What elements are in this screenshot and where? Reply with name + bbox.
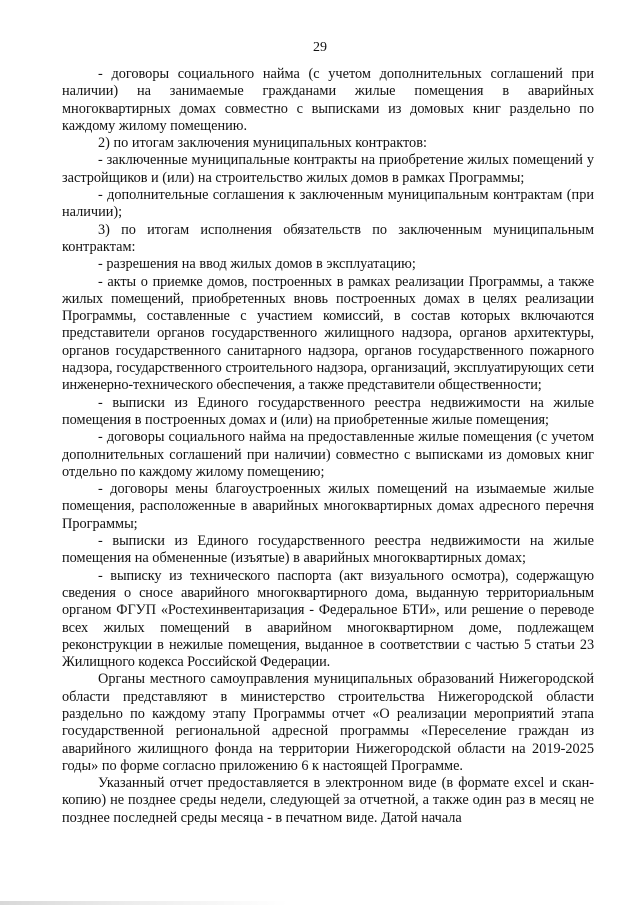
paragraph-concluded-contracts: - заключенные муниципальные контракты на приобретение жилых помещений у застройщиков и (или) на строительство жилых домов в рамках Программы; xyxy=(62,152,594,186)
page-number: 29 xyxy=(313,40,327,55)
paragraph-social-rent-contracts: - договоры социального найма (с учетом дополнительных соглашений при наличии) на занимаемые гражданами жилые помещения в аварийных многоквартирных домах совместно с выписками из домовых книг раздельно по каждому жилому помещению. xyxy=(62,66,594,134)
paragraph-registry-extracts-built: - выписки из Единого государственного реестра недвижимости на жилые помещения в построенных домах и (или) на приобретенные жилые помещения; xyxy=(62,394,594,428)
paragraph-heading-municipal-contracts: 2) по итогам заключения муниципальных контрактов: xyxy=(98,135,427,152)
document-body xyxy=(62,66,594,827)
paragraph-reporting-bodies: Органы местного самоуправления муниципальных образований Нижегородской области представляют в министерство строительства Нижегородской области раздельно по каждому этапу Программы отчет «О реализации мероприятий этапа государственной региональной адресной программы «Переселение граждан из аварийного жилищного фонда на территории Нижегородской области на 2019-2025 годы» по форме согласно приложению 6 к настоящей Программе. xyxy=(62,671,594,774)
paragraph-exchange-contracts: - договоры мены благоустроенных жилых помещений на изымаемые жилые помещения, расположенные в аварийных многоквартирных домах адресного перечня Программы; xyxy=(62,481,594,532)
paragraph-social-rent-provided: - договоры социального найма на предоставленные жилые помещения (с учетом дополнительных соглашений при наличии) совместно с выписками из домовых книг отдельно по каждому жилому помещению; xyxy=(62,429,594,480)
paragraph-commissioning-permits: - разрешения на ввод жилых домов в эксплуатацию; xyxy=(98,256,416,273)
paragraph-registry-extracts-exchanged: - выписки из Единого государственного реестра недвижимости на жилые помещения на обмененные (изъятые) в аварийных многоквартирных домах; xyxy=(62,533,594,567)
paragraph-heading-execution: 3) по итогам исполнения обязательств по заключенным муниципальным контрактам: xyxy=(62,221,594,255)
paragraph-report-format: Указанный отчет предоставляется в электронном виде (в формате excel и скан-копию) не позднее среды недели, следующей за отчетной, а также один раз в месяц не позднее последней среды месяца - в печатном виде. Датой начала xyxy=(62,775,594,826)
paragraph-additional-agreements: - дополнительные соглашения к заключенным муниципальным контрактам (при наличии); xyxy=(62,187,594,221)
paragraph-technical-passport: - выписку из технического паспорта (акт визуального осмотра), содержащую сведения о сносе аварийного многоквартирного дома, выданную территориальным органом ФГУП «Ростехинвентаризация - Федеральное БТИ», или решение о переводе всех жилых помещений в аварийном многоквартирном доме, подлежащем реконструкции в нежилые помещения, выданное в соответствии с частью 5 статьи 23 Жилищного кодекса Российской Федерации. xyxy=(62,567,594,671)
scan-edge-shadow xyxy=(0,901,640,905)
paragraph-acceptance-acts: - акты о приемке домов, построенных в рамках реализации Программы, а также жилых помещений, приобретенных вновь построенных домах в целях реализации Программы, составленные с участием комиссий, в состав которых включаются представители органов государственного жилищного надзора, органов архитектуры, органов государственного санитарного надзора, органов государственного пожарного надзора, государственного строительного надзора, организаций, эксплуатирующих сети инженерно-технического обеспечения, а также представители общественности; xyxy=(62,273,594,394)
